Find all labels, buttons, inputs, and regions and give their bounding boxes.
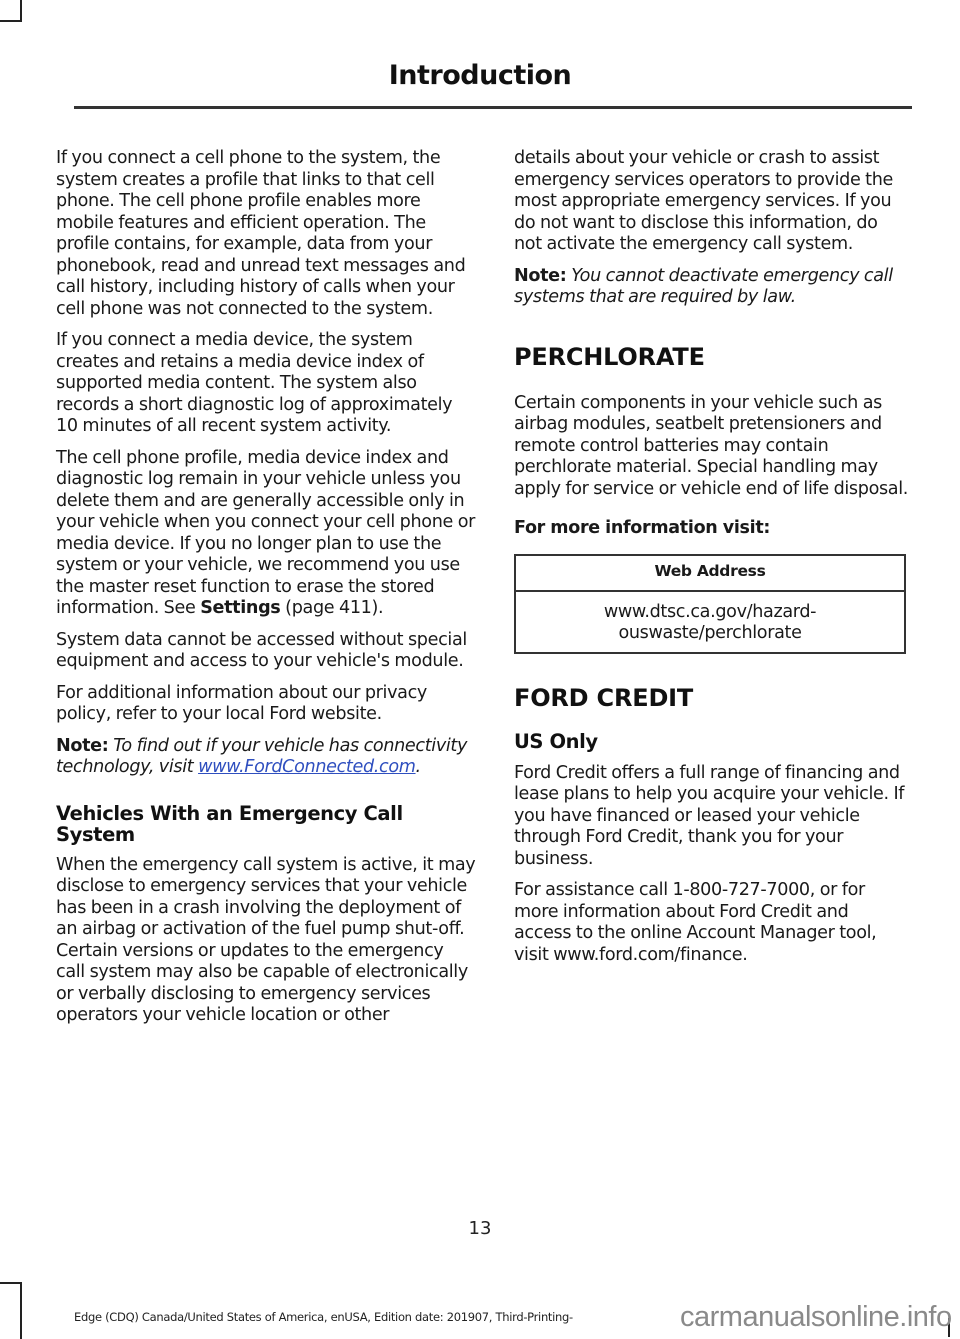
connectivity-note — [56, 736, 476, 779]
right-column — [514, 148, 910, 976]
crop-mark-top-left — [0, 0, 22, 22]
page-title: Introduction — [388, 60, 572, 91]
ford-credit-paragraph: Ford Credit offers a full range of financing and lease plans to help you acquire your vehicle. If you have financed or leased your vehicle through Ford Credit, thank you for your business. — [514, 762, 905, 869]
note-text: To find out if your vehicle has connectivity technology, visit — [56, 735, 468, 777]
privacy-policy-paragraph: For additional information about our privacy policy, refer to your local Ford website. — [56, 682, 427, 724]
emergency-call-heading: Vehicles With an Emergency Call System — [56, 801, 403, 846]
media-device-paragraph: If you connect a media device, the system creates and retains a media device index of supported media content. The system also records a short diagnostic log of approximately 10 minutes of all recent system activity. — [56, 330, 453, 436]
ford-credit-contact-paragraph: For assistance call 1-800-727-7000, or for more information about Ford Credit and access to the online Account Manager tool, visit www.ford.com/finance. — [514, 880, 877, 965]
table-header-row — [515, 555, 905, 591]
settings-cross-reference[interactable]: Settings — [200, 598, 281, 618]
web-address-column-header: Web Address — [515, 555, 905, 591]
note-trail: . — [415, 757, 421, 777]
edition-footer: Edge (CDQ) Canada/United States of America, enUSA, Edition date: 201907, Third-Printing- — [74, 1310, 573, 1324]
crop-mark-bottom-left — [0, 1282, 22, 1339]
url-line-2: ouswaste/perchlorate — [618, 622, 802, 643]
watermark: carmanualsonline.info — [680, 1301, 952, 1333]
system-data-paragraph: System data cannot be accessed without special equipment and access to your vehicle's module. — [56, 629, 467, 671]
more-info-lead: For more information visit: — [514, 518, 771, 538]
master-reset-paragraph — [56, 448, 476, 620]
master-reset-text: The cell phone profile, media device index and diagnostic log remain in your vehicle unless you delete them and are generally accessible only in your vehicle when you connect your cell phone or media device. If you no longer plan to use the system or your vehicle, we recommend you use the master reset function to erase the stored information. See — [56, 447, 476, 618]
web-address-table — [514, 554, 906, 654]
note-text: You cannot deactivate emergency call systems that are required by law. — [514, 265, 893, 307]
table-row — [515, 591, 905, 653]
settings-page-reference: (page 411). — [280, 598, 384, 618]
emergency-law-note — [514, 266, 910, 309]
perchlorate-url-cell[interactable] — [515, 591, 905, 653]
note-label: Note: — [514, 265, 567, 286]
cell-phone-profile-paragraph: If you connect a cell phone to the system, the system creates a profile that links to that cell phone. The cell phone profile enables more mobile features and efficient operation. The profile contains, for example, data from your phonebook, read and unread text messages and call history, including history of calls when your cell phone was not connected to the system. — [56, 148, 466, 319]
left-column — [56, 148, 476, 1037]
ford-connected-link[interactable]: www.FordConnected.com — [198, 757, 416, 777]
page-number: 13 — [468, 1218, 492, 1239]
perchlorate-paragraph: Certain components in your vehicle such as airbag modules, seatbelt pretensioners and remote control batteries may contain perchlorate material. Special handling may apply for service or vehicle end of life disposal. — [514, 392, 909, 499]
note-label: Note: — [56, 735, 109, 756]
emergency-call-continuation: details about your vehicle or crash to assist emergency services operators to provide the most appropriate emergency services. If you do not want to disclose this information, do not activate the emergency call system. — [514, 148, 893, 254]
header-divider — [74, 106, 912, 109]
url-line-1: www.dtsc.ca.gov/hazard- — [603, 601, 817, 622]
perchlorate-heading: PERCHLORATE — [514, 342, 705, 371]
emergency-call-paragraph: When the emergency call system is active, it may disclose to emergency services that your vehicle has been in a crash involving the deployment of an airbag or activation of the fuel pump shut-off. Certain versions or updates to the emergency call system may also be capable of electronically or verbally disclosing to emergency services operators your vehicle location or other — [56, 854, 476, 1025]
ford-credit-heading: FORD CREDIT — [514, 683, 694, 712]
us-only-subheading: US Only — [514, 729, 598, 753]
